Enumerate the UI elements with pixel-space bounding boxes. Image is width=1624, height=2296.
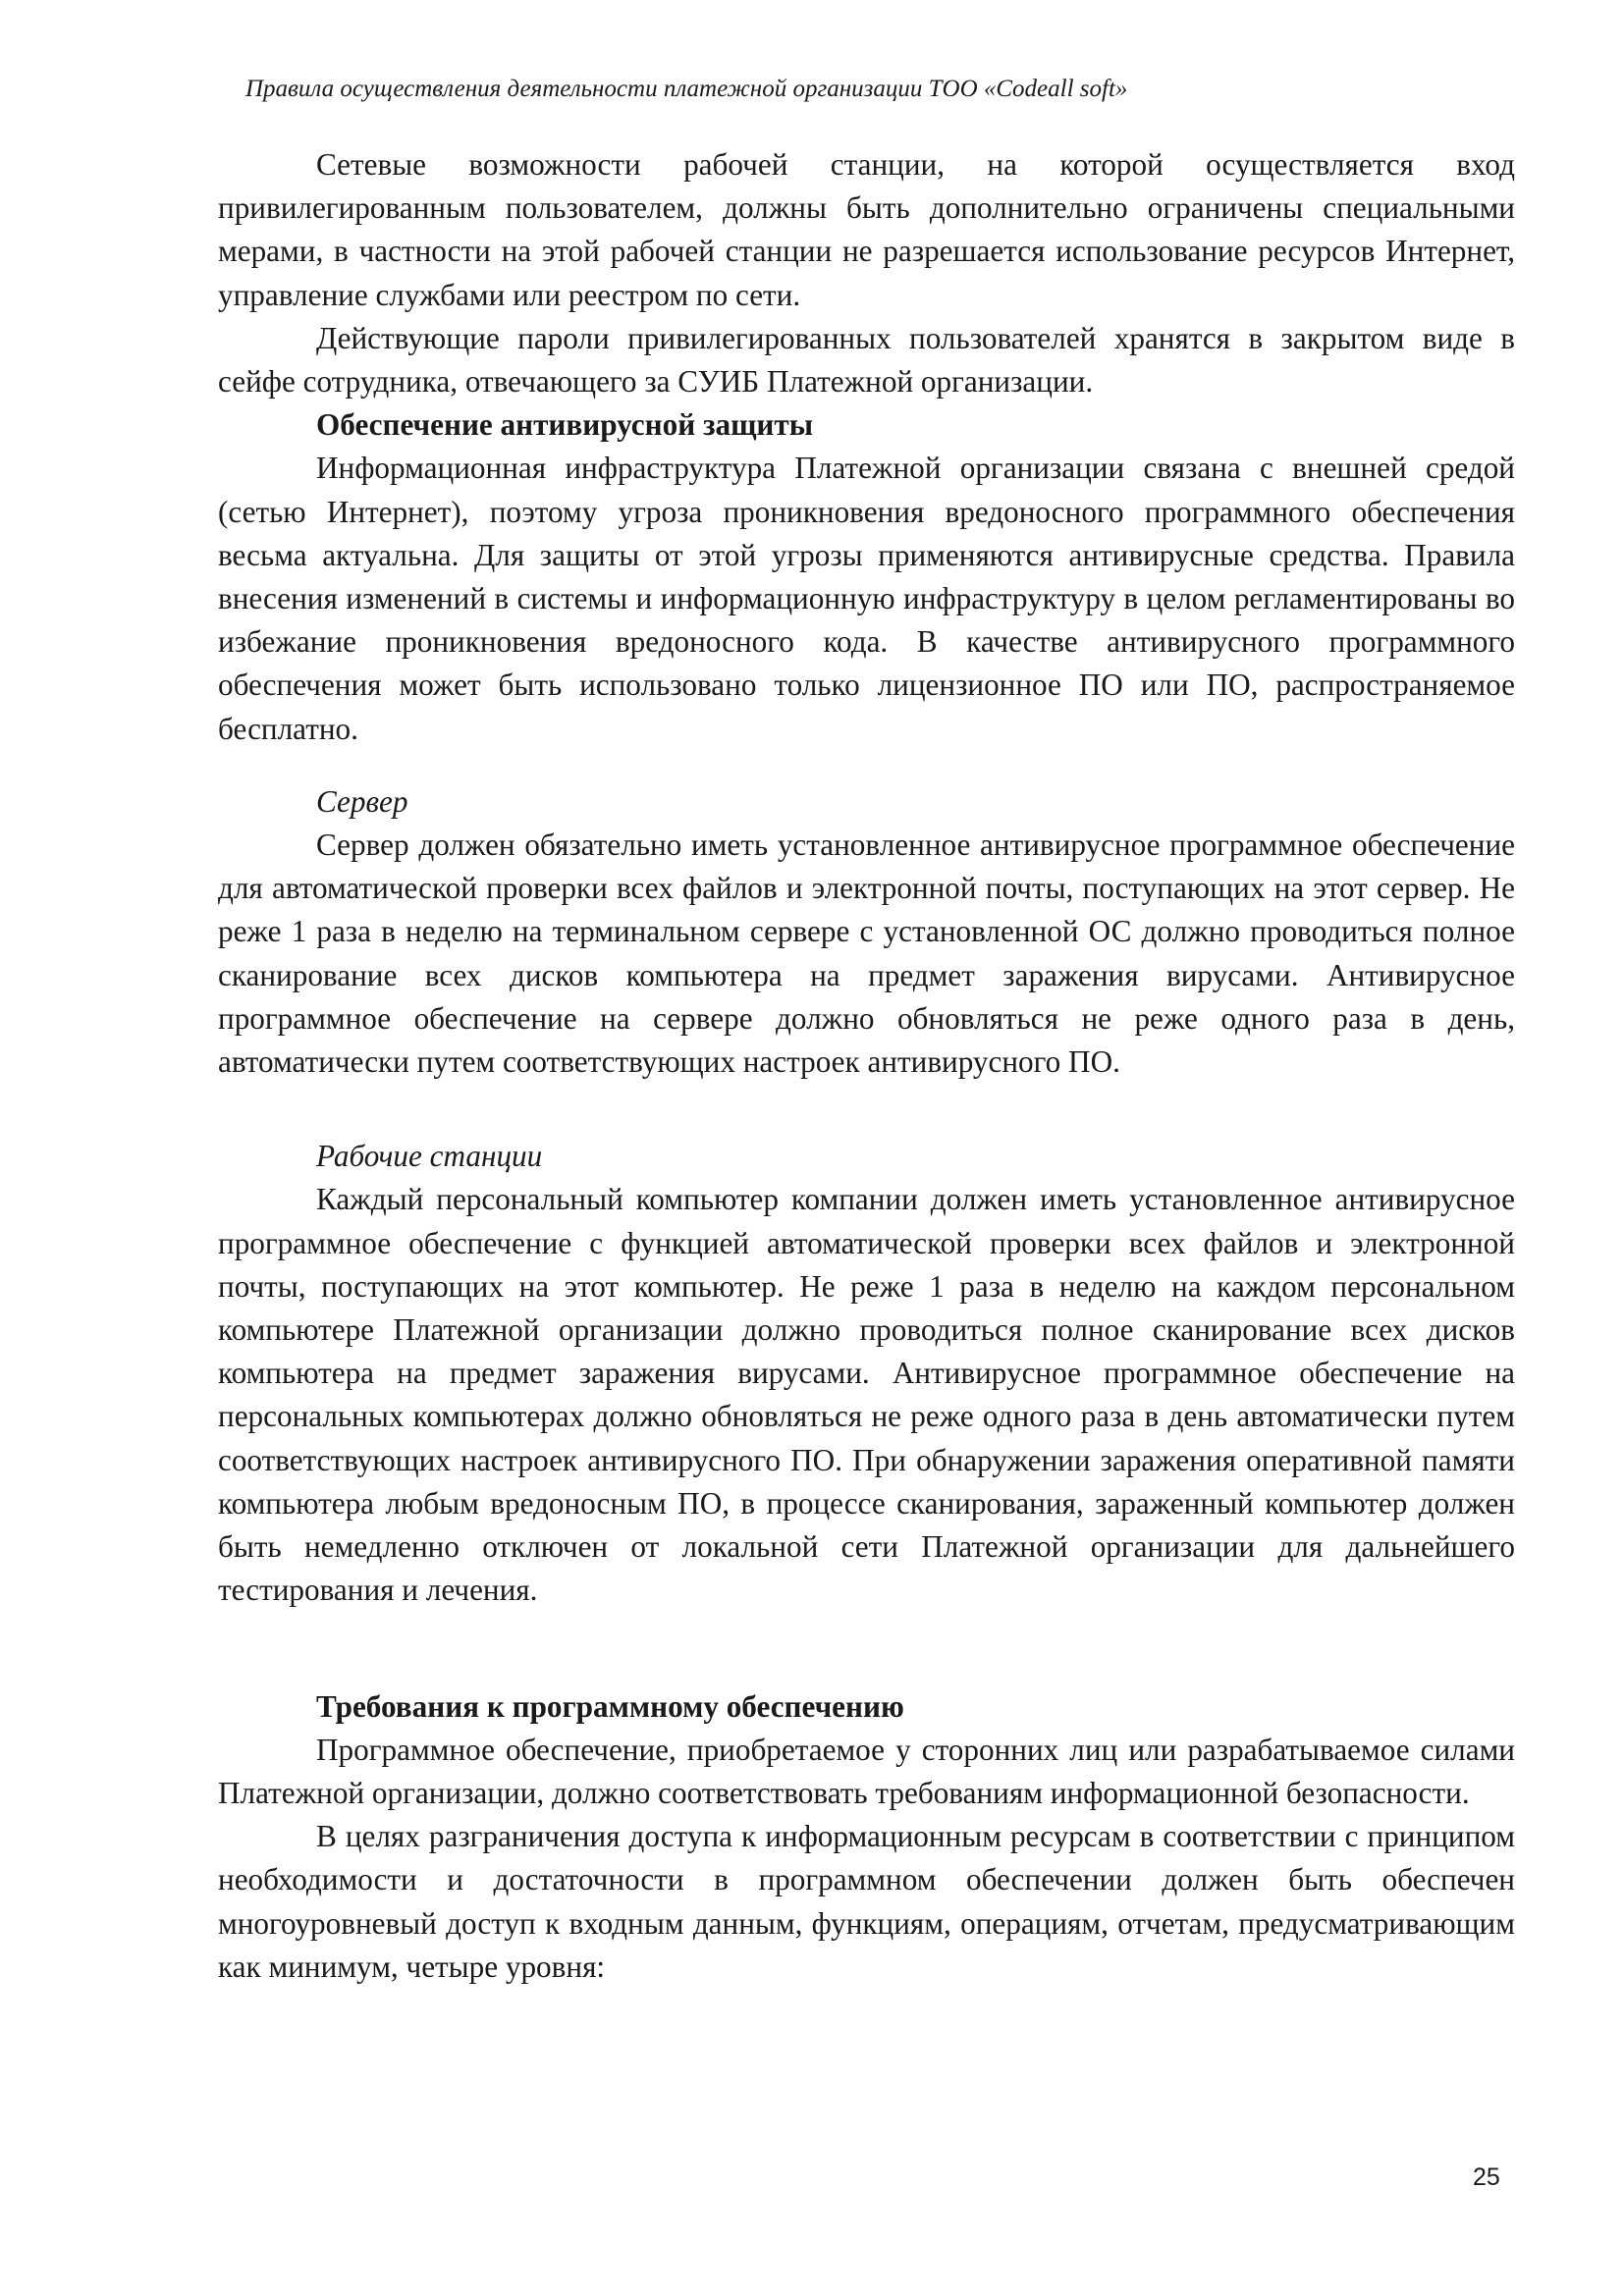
paragraph-access-levels: В целях разграничения доступа к информационным ресурсам в соответствии с принципом необходимости и достаточности в программном обеспечении должен быть обеспечен многоуровневый доступ к входным данным, функциям, операциям, отчетам, предусматривающим как минимум, четыре уровня:	[218, 1819, 1515, 1984]
subheading-workstations: Рабочие станции	[316, 1139, 543, 1174]
spacer	[218, 1084, 1515, 1135]
paragraph-software-requirements: Программное обеспечение, приобретаемое у сторонних лиц или разрабатываемое силами Платежной организации, должно соответствовать требованиям информационной безопасности.	[218, 1732, 1515, 1810]
section-heading-antivirus: Обеспечение антивирусной защиты	[316, 407, 814, 443]
spacer	[218, 751, 1515, 780]
paragraph-network-restrictions: Сетевые возможности рабочей станции, на которой осуществляется вход привилегированным пользователем, должны быть дополнительно ограничены специальными мерами, в частности на этой рабочей станции не разрешается использование ресурсов Интернет, управление службами или реестром по сети.	[218, 147, 1515, 312]
running-header: Правила осуществления деятельности платежной организации ТОО «Codeall soft»	[245, 76, 1128, 102]
paragraph-server-antivirus: Сервер должен обязательно иметь установленное антивирусное программное обеспечение для автоматической проверки всех файлов и электронной почты, поступающих на этот сервер. Не реже 1 раза в неделю на терминальном сервере с установленной ОС должно проводиться полное сканирование всех дисков компьютера на предмет заражения вирусами. Антивирусное программное обеспечение на сервере должно обновляться не реже одного раза в день, автоматически путем соответствующих настроек антивирусного ПО.	[218, 828, 1515, 1080]
page-number: 25	[1473, 2163, 1500, 2191]
paragraph-workstations-antivirus: Каждый персональный компьютер компании должен иметь установленное антивирусное программное обеспечение с функцией автоматической проверки всех файлов и электронной почты, поступающих на этот компьютер. Не реже 1 раза в неделю на каждом персональном компьютере Платежной организации должно проводиться полное сканирование всех дисков компьютера на предмет заражения вирусами. Антивирусное программное обеспечение на персональных компьютерах должно обновляться не реже одного раза в день автоматически путем соответствующих настроек антивирусного ПО. При обнаружении заражения оперативной памяти компьютера любым вредоносным ПО, в процессе сканирования, зараженный компьютер должен быть немедленно отключен от локальной сети Платежной организации для дальнейшего тестирования и лечения.	[218, 1182, 1515, 1608]
paragraph-privileged-passwords: Действующие пароли привилегированных пользователей хранятся в закрытом виде в сейфе сотрудника, отвечающего за СУИБ Платежной организации.	[218, 320, 1515, 400]
document-body	[218, 143, 1515, 1989]
section-heading-software: Требования к программному обеспечению	[316, 1688, 904, 1724]
paragraph-antivirus-intro: Информационная инфраструктура Платежной организации связана с внешней средой (сетью Интернет), поэтому угроза проникновения вредоносного программного обеспечения весьма актуальна. Для защиты от этой угрозы применяются антивирусные средства. Правила внесения изменений в системы и информационную инфраструктуру в целом регламентированы во избежание проникновения вредоносного кода. В качестве антивирусного программного обеспечения может быть использовано только лицензионное ПО или ПО, распространяемое бесплатно.	[218, 451, 1515, 746]
subheading-server: Сервер	[316, 783, 408, 819]
spacer	[218, 1613, 1515, 1685]
